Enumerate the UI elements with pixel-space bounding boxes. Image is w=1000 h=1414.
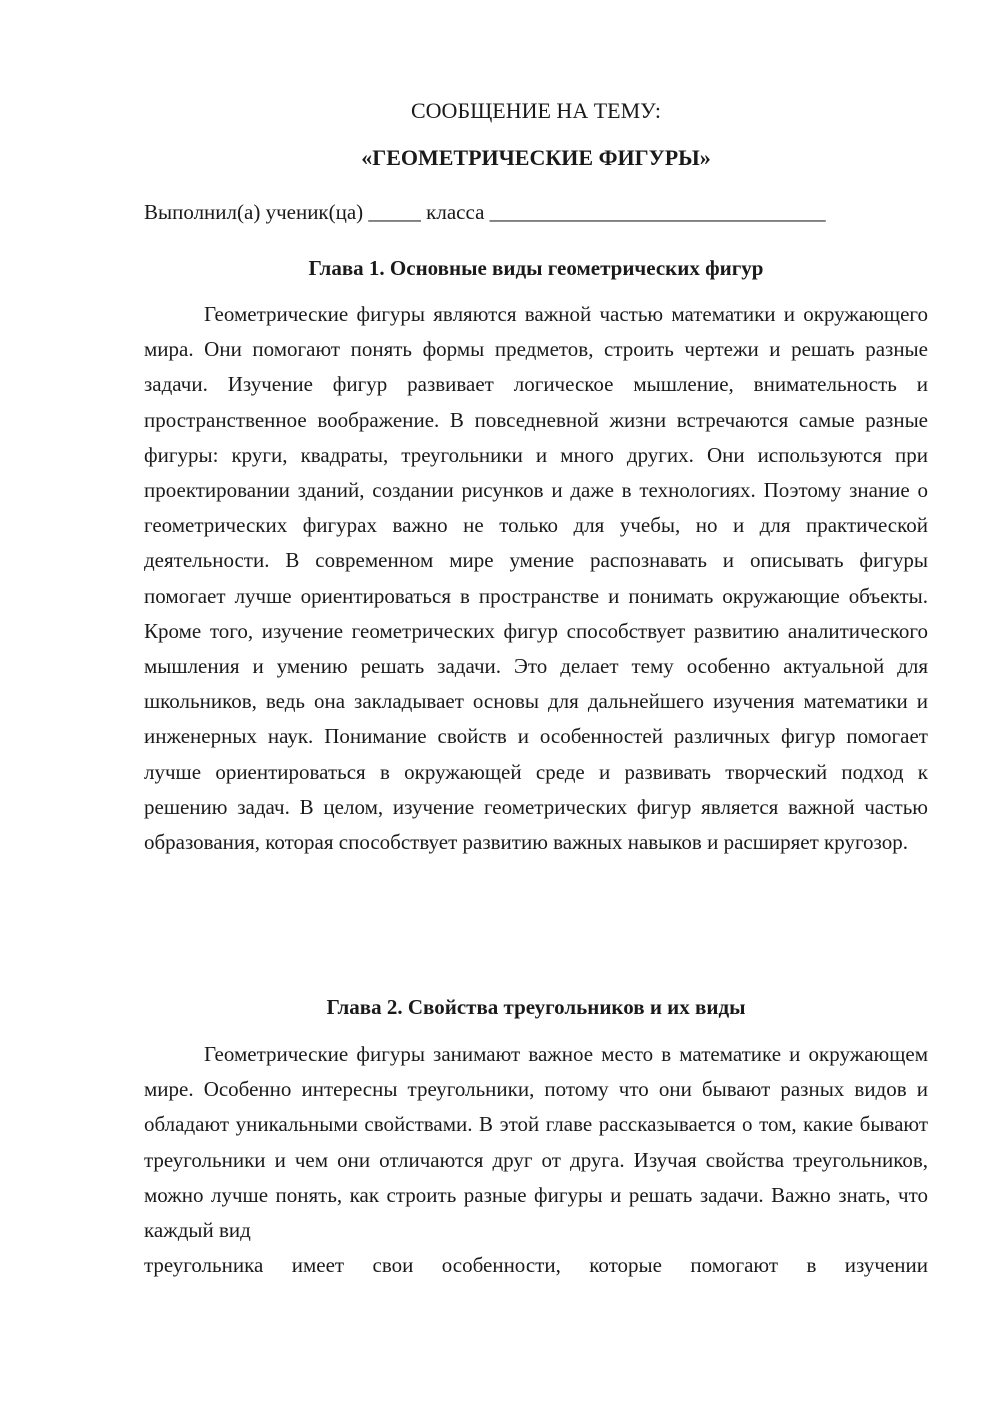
student-info-line: Выполнил(а) ученик(ца) _____ класса ________________________________	[144, 200, 826, 224]
chapter1-heading: Глава 1. Основные виды геометрических фигур	[308, 256, 764, 280]
chapter2-paragraph-last-line: треугольника имеет свои особенности, которые помогают в изучении	[144, 1253, 928, 1278]
document-title-line1: СООБЩЕНИЕ НА ТЕМУ:	[411, 98, 661, 123]
chapter1-paragraph: Геометрические фигуры являются важной частью математики и окружающего мира. Они помогают понять формы предметов, строить чертежи и решать разные задачи. Изучение фигур развивает логическое мышление, внимательность и пространственное воображение. В повседневной жизни встречаются самые разные фигуры: круги, квадраты, треугольники и много других. Они используются при проектировании зданий, создании рисунков и даже в технологиях. Поэтому знание о геометрических фигурах важно не только для учебы, но и для практической деятельности. В современном мире умение распознавать и описывать фигуры помогает лучше ориентироваться в пространстве и понимать окружающие объекты. Кроме того, изучение геометрических фигур способствует развитию аналитического мышления и умению решать задачи. Это делает тему особенно актуальной для школьников, ведь она закладывает основы для дальнейшего изучения математики и инженерных наук. Понимание свойств и особенностей различных фигур помогает лучше ориентироваться в окружающей среде и развивать творческий подход к решению задач. В целом, изучение геометрических фигур является важной частью образования, которая способствует развитию важных навыков и расширяет кругозор.	[144, 302, 928, 855]
chapter2-paragraph-text: Геометрические фигуры занимают важное место в математике и окружающем мире. Особенно интересны треугольники, потому что они бывают разных видов и обладают уникальными свойствами. В этой главе рассказывается о том, какие бывают треугольники и чем они отличаются друг от друга. Изучая свойства треугольников, можно лучше понять, как строить разные фигуры и решать задачи. Важно знать, что каждый вид	[144, 1042, 928, 1243]
chapter2-heading: Глава 2. Свойства треугольников и их виды	[326, 995, 746, 1019]
document-page	[144, 0, 928, 1414]
document-title-topic: «ГЕОМЕТРИЧЕСКИЕ ФИГУРЫ»	[361, 145, 711, 170]
chapter2-paragraph	[144, 1037, 928, 1283]
